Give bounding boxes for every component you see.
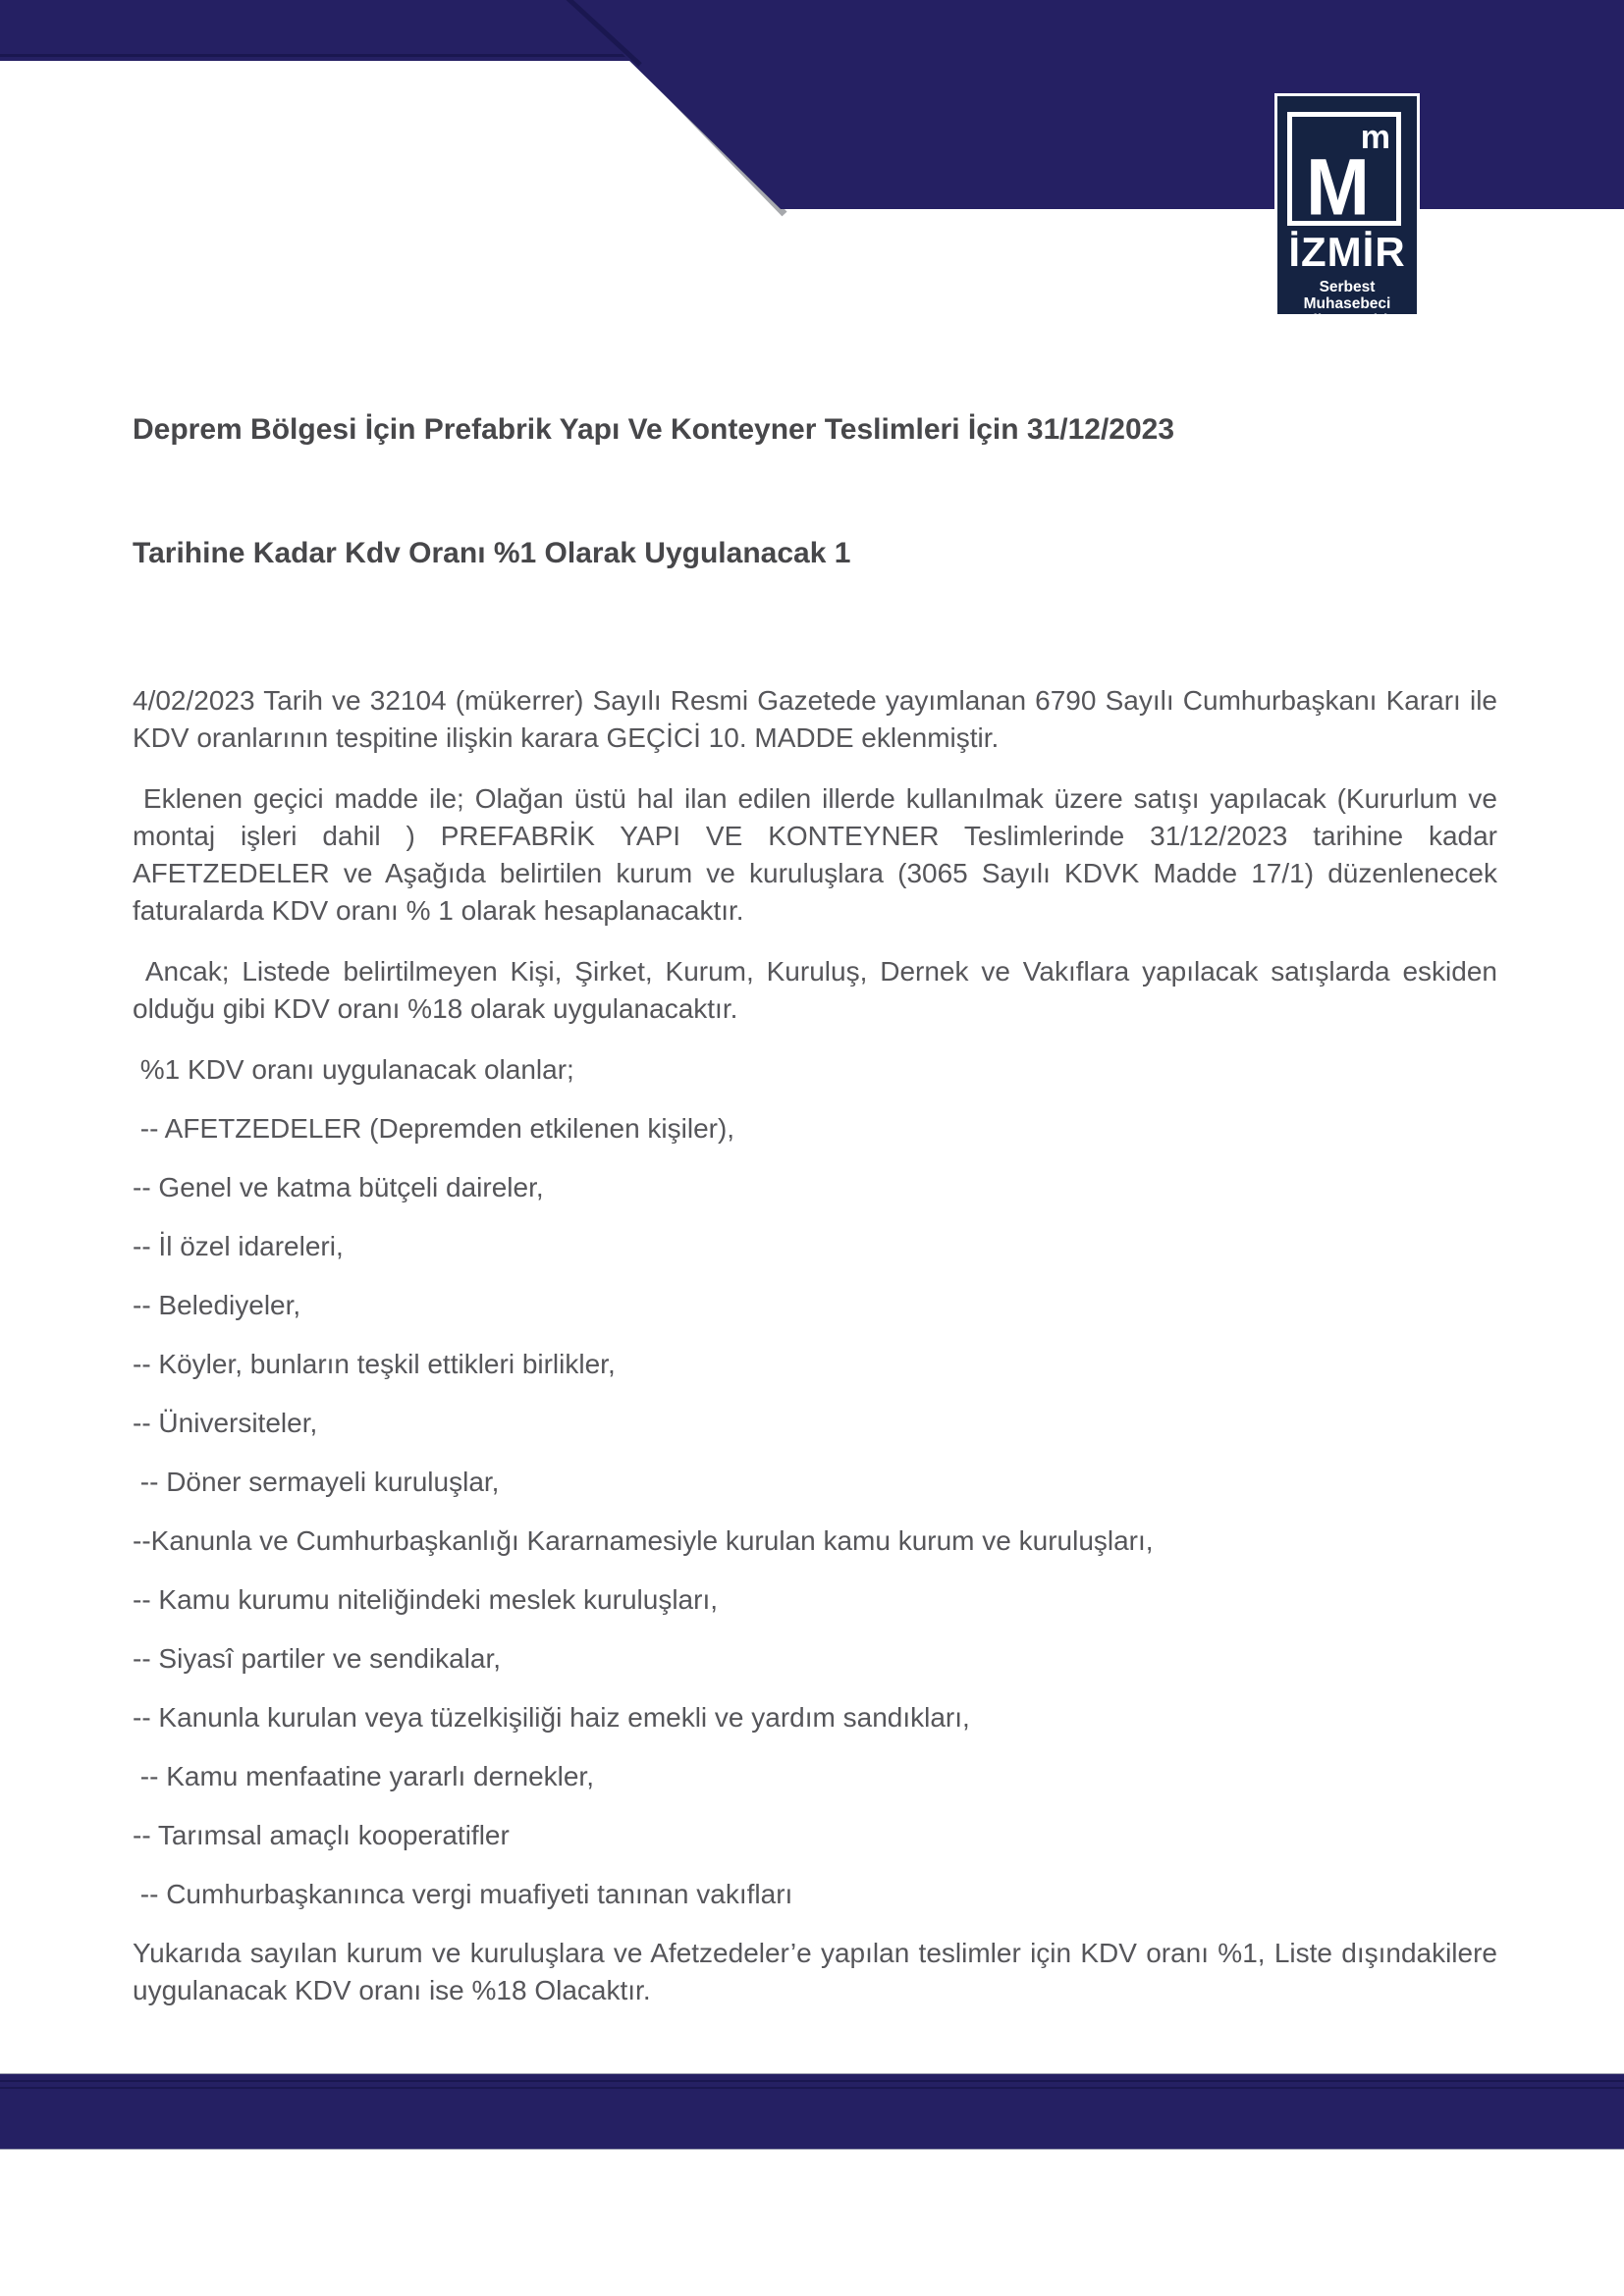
document-content [133, 327, 1505, 2009]
paragraph-exception: Ancak; Listede belirtilmeyen Kişi, Şirket, Kurum, Kuruluş, Dernek ve Vakıflara yapılacak satışlarda eskiden olduğu gibi KDV oranı %18 olarak uygulanacaktır. [133, 956, 1505, 1024]
logo-org-line2: Mali Müşavirler Odası [1292, 312, 1402, 346]
logo-m-small: m [1360, 119, 1390, 156]
list-item: -- Siyasî partiler ve sendikalar, [133, 1643, 502, 1674]
document-title [133, 327, 1497, 657]
list-item: -- Belediyeler, [133, 1290, 301, 1320]
list-item: -- Cumhurbaşkanınca vergi muafiyeti tanınan vakıfları [133, 1879, 793, 1909]
title-line-2: Tarihine Kadar Kdv Oranı %1 Olarak Uygulanacak 1 [133, 537, 851, 569]
logo-monogram-box [1287, 112, 1401, 233]
list-item: -- Tarımsal amaçlı kooperatifler [133, 1820, 510, 1850]
logo-city-text: İZMİR [1288, 229, 1406, 275]
list-item: -- Döner sermayeli kuruluşlar, [133, 1467, 500, 1497]
paragraph-closing: Yukarıda sayılan kurum ve kuruluşlara ve Afetzedeler’e yapılan teslimler için KDV oranı %1, Liste dışındakilere uygulanacak KDV oranı ise %18 Olacaktır. [133, 1938, 1505, 2005]
list-item: -- Kamu menfaatine yararlı dernekler, [133, 1761, 594, 1791]
logo-m-large: M [1306, 140, 1368, 233]
title-line-1: Deprem Bölgesi İçin Prefabrik Yapı Ve Konteyner Teslimleri İçin 31/12/2023 [133, 413, 1175, 446]
list-item: -- İl özel idareleri, [133, 1231, 344, 1261]
paragraph-temporary-article: Eklenen geçici madde ile; Olağan üstü hal ilan edilen illerde kullanılmak üzere satışı yapılacak (Kururlum ve montaj işleri dahil ) PREFABRİK YAPI VE KONTEYNER Teslimlerinde 31/12/2023 tarihine kadar AFETZEDELER ve Aşağıda belirtilen kurum ve kuruluşlara (3065 Sayılı KDVK Madde 17/1) düzenlenecek faturalarda KDV oranı % 1 olarak hesaplanacaktır. [133, 783, 1505, 926]
list-item: -- Genel ve katma bütçeli daireler, [133, 1172, 544, 1202]
footer-band [0, 2073, 1624, 2150]
list-header: %1 KDV oranı uygulanacak olanlar; [133, 1054, 574, 1085]
list-item: -- Köyler, bunların teşkil ettikleri birlikler, [133, 1349, 616, 1379]
list-item: --Kanunla ve Cumhurbaşkanlığı Kararnamesiyle kurulan kamu kurum ve kuruluşları, [133, 1525, 1154, 1556]
footer-stripe [0, 2087, 1624, 2089]
list-item: -- Kamu kurumu niteliğindeki meslek kuruluşları, [133, 1584, 718, 1615]
list-item: -- Kanunla kurulan veya tüzelkişiliği haiz emekli ve yardım sandıkları, [133, 1702, 970, 1733]
list-item: -- AFETZEDELER (Depremden etkilenen kişiler), [133, 1113, 735, 1144]
logo-org-text [1277, 279, 1417, 346]
footer-stripe [0, 2080, 1624, 2082]
list-item: -- Üniversiteler, [133, 1408, 318, 1438]
logo-org-line1: Serbest Muhasebeci [1303, 279, 1391, 312]
izmir-smmm-logo [1274, 93, 1420, 346]
paragraph-decree: 4/02/2023 Tarih ve 32104 (mükerrer) Sayılı Resmi Gazetede yayımlanan 6790 Sayılı Cumhurbaşkanı Kararı ile KDV oranlarının tespitine ilişkin karara GEÇİCİ 10. MADDE eklenmiştir. [133, 685, 1505, 753]
